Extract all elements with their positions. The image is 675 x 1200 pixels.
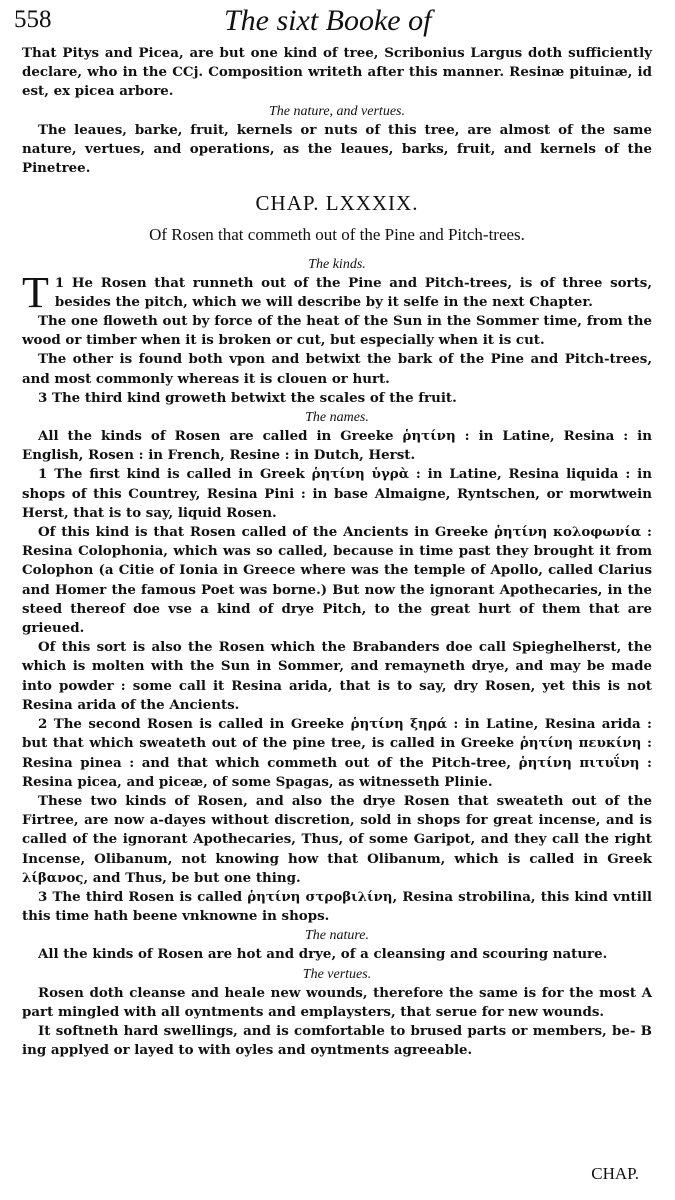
intro-paragraph: The leaues, barke, fruit, kernels or nuts of this tree, are almost of the same nature, vertues, and operations, as the leaues, barks, fruit, and kernels of the Pinetree. <box>22 121 652 177</box>
kinds-paragraph: 3 The third kind groweth betwixt the scales of the fruit. <box>38 389 457 406</box>
section-heading: The nature, and vertues. <box>269 103 405 119</box>
section-heading-kinds: The kinds. <box>308 256 366 272</box>
names-paragraph: 1 The first kind is called in Greek ῥητίνη ὑγρὰ : in Latine, Resina liquida : in shops of this Countrey, Resina Pini : in base Almaigne, Ryntschen, or morwtwein Herst, that is to say, liquid Rosen. <box>22 466 652 521</box>
chapter-number: CHAP. LXXXIX. <box>255 191 419 216</box>
names-paragraph: Of this kind is that Rosen called of the Ancients in Greeke ῥητίνη κολοφωνία : Resina Colophonia, which was so called, because in time past they brought it from Colophon (a Citie of Ionia in Greece where was the temple of Apollo, called Clarius and Homer the famous Poet was borne.) But now the ignorant Apothecaries, in the steed thereof doe vse a kind of drye Pitch, to the great hurt of them that are grieued. <box>22 524 652 637</box>
section-heading-nature: The nature. <box>304 928 370 944</box>
catchword: CHAP. <box>591 1164 639 1183</box>
page-header <box>14 4 661 40</box>
names-paragraph: Of this sort is also the Rosen which the Brabanders doe call Spieghelherst, the which is molten with the Sun in Sommer, and remayneth drye, and may be made into powder : some call it Resina arida, that is to say, dry Rosen, yet this is not Resina arida of the Ancients. <box>22 639 652 713</box>
intro-paragraph: That Pitys and Picea, are but one kind of tree, Scribonius Largus doth sufficiently declare, who in the CCj. Composition writeth after this manner. Resinæ pituinæ, id est, ex picea arbore. <box>22 45 652 100</box>
vertues-paragraph: Rosen doth cleanse and heale new wounds, therefore the same is for the most A part mingled with all oyntments and emplaysters, that serue for new wounds. <box>22 984 652 1020</box>
kinds-paragraph: T 1 He Rosen that runneth out of the Pine and Pitch-trees, is of three sorts, besides the pitch, which we will describe by it selfe in the next Chapter. <box>22 267 652 317</box>
section-heading-names: The names. <box>305 410 369 426</box>
names-paragraph: 3 The third Rosen is called ῥητίνη στροβιλίνη, Resina strobilina, this kind vntill this time hath beene vnknowne in shops. <box>22 888 652 925</box>
running-title: The sixt Booke of <box>224 4 432 37</box>
vertues-paragraph: It softneth hard swellings, and is comfortable to brused parts or members, be- B ing applyed or layed to with oyles and oyntments agreeable. <box>22 1022 652 1059</box>
names-paragraph: All the kinds of Rosen are called in Greeke ῥητίνη : in Latine, Resina : in English, Rosen : in French, Resine : in Dutch, Herst. <box>22 428 652 464</box>
page-body <box>22 44 652 1060</box>
drop-cap: T <box>22 267 49 317</box>
names-paragraph: 2 The second Rosen is called in Greeke ῥητίνη ξηρά : in Latine, Resina arida : but that which sweateth out of the pine tree, is called in Greeke ῥητίνη πευκίνη : Resina pinea : and that which commeth out of the Pitch-tree, ῥητίνη πιτυΐνη : Resina picea, and piceæ, of some Spagas, as witnesseth Plinie. <box>22 716 652 790</box>
chapter-title: Of Rosen that commeth out of the Pine and Pitch-trees. <box>149 225 525 245</box>
nature-paragraph: All the kinds of Rosen are hot and drye, of a cleansing and scouring nature. <box>38 946 608 963</box>
section-heading-vertues: The vertues. <box>302 966 372 982</box>
kinds-paragraph: The one floweth out by force of the heat of the Sun in the Sommer time, from the wood or timber when it is broken or cut, but especially when it is cut. <box>22 313 652 349</box>
page-number: 558 <box>14 6 52 33</box>
kinds-paragraph: The other is found both vpon and betwixt the bark of the Pine and Pitch-trees, and most commonly whereas it is clouen or hurt. <box>22 351 652 387</box>
names-paragraph: These two kinds of Rosen, and also the drye Rosen that sweateth out of the Firtree, are now a-dayes without discretion, sold in shops for great incense, and is called of the ignorant Apothecaries, Thus, of some Garipot, and they call the right Incense, Olibanum, not knowing how that Olibanum, which is called in Greek λίβανος, and Thus, be but one thing. <box>22 792 652 886</box>
